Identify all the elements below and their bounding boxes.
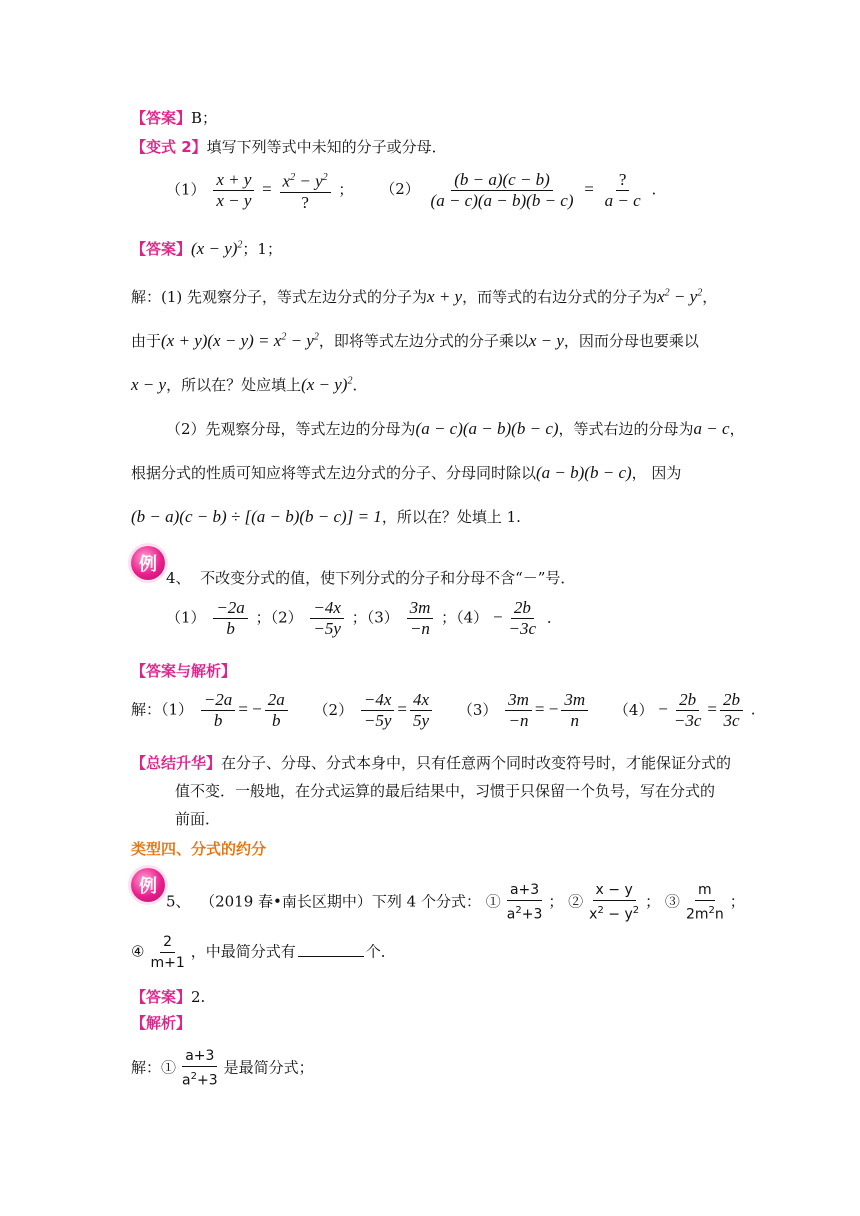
- text: ，而等式的右边分式的分子为: [462, 288, 658, 306]
- fraction: $\frac{m}{2m^2n}$: [685, 882, 724, 923]
- example-number: 5、: [166, 892, 191, 911]
- text: （2）: [313, 700, 354, 719]
- answer-tag: 【答案】: [131, 240, 192, 258]
- text: ， 因为: [631, 464, 682, 482]
- solution-line-3: x − y，所以在？处应填上$(x - y)^2$．: [131, 375, 368, 394]
- text: ，等式右边的分母为: [558, 420, 694, 438]
- fraction: $\frac{x + y}{x - y}$: [213, 170, 254, 211]
- example-badge: 例: [131, 546, 165, 580]
- circled-1: ①: [485, 892, 501, 911]
- fraction: $\frac{2b}{-3c}$: [508, 598, 537, 638]
- summary-line-2: 值不变．一般地，在分式运算的最后结果中，习惯于只保留一个负号，写在分式的: [175, 782, 716, 800]
- text: ，所以在？处应填上: [166, 376, 302, 394]
- summary-line-3: 前面．: [175, 810, 221, 828]
- example-text: 不改变分式的值，使下列分式的分子和分母不含“－”号．: [200, 569, 576, 587]
- answer-value: ；1；: [242, 240, 282, 258]
- text: （4）: [613, 700, 654, 719]
- circled-3: ③: [664, 892, 680, 911]
- variant-2-formulas: （1） $\frac{x + y}{x - y}$ = $\frac{x^2 - y^2}{?}$ ； （2） $\frac{(b - a)(c - b)}{(a - c)(a - b)(b - c)}$ = $\frac{?}{a - c}$ .: [166, 169, 657, 212]
- example-5-line-1: 5、 （2019 春•南长区期中）下列 4 个分式： ① $\frac{a+3}{a^2+3}$ ； ② $\frac{x - y}{x^2 - y^2}$ ； ③ $\frac{m}{2m^2n}$ ；: [166, 882, 745, 923]
- text: （3）: [457, 700, 498, 719]
- example-4-items: （1） $\frac{-2a}{b}$ ；（2） $\frac{-4x}{-5y}$ ；（3） $\frac{3m}{-n}$ ；（4） − $\frac{2b}{-3c}$ ．: [166, 598, 562, 638]
- fraction: $\frac{-4x}{-5y}$: [361, 690, 395, 731]
- solution-5: [131, 1046, 314, 1091]
- fraction: $\frac{2a}{b}$: [265, 690, 288, 731]
- analysis-tag-line: [131, 1012, 191, 1033]
- circled-2: ②: [568, 892, 584, 911]
- fraction: $\frac{2b}{-3c}$: [673, 690, 702, 730]
- solution-line-2: 由于$(x + y)(x - y) = x^2 - y^2$，即将等式左边分式的分子乘以x − y，因而分母也要乘以: [131, 331, 699, 350]
- analysis-tag: 【解析】: [131, 1014, 192, 1032]
- text: 个．: [365, 942, 396, 961]
- example-5-line-2: ④ $\frac{2}{m+1}$ ，中最简分式有 个．: [131, 934, 396, 971]
- fraction: $\frac{-2a}{b}$: [201, 690, 235, 731]
- answer-line-1: [131, 107, 217, 128]
- answer-value: B；: [191, 109, 218, 127]
- text: ，因而分母也要乘以: [563, 332, 699, 350]
- solution-line-6: (b − a)(c − b) ÷ [(a − b)(b − c)] = 1，所以在？处填上 1.: [131, 507, 521, 526]
- text: 解：: [131, 1058, 162, 1077]
- fraction: $\frac{2b}{3c}$: [720, 690, 743, 731]
- solution-line-5: 根据分式的性质可知应将等式左边分式的分子、分母同时除以(a − b)(b − c)， 因为: [131, 463, 682, 482]
- example-text: （2019 春•南长区期中）下列 4 个分式：: [200, 892, 481, 911]
- variant-prompt: 填写下列等式中未知的分子或分母．: [206, 138, 447, 156]
- item-label: ；（2）: [255, 608, 303, 627]
- example-badge: 例: [131, 868, 165, 902]
- fraction: $\frac{?}{a - c}$: [604, 169, 641, 210]
- fraction: $\frac{2}{m+1}$: [150, 934, 185, 971]
- variant-2-line: [131, 136, 447, 157]
- text: ．: [352, 376, 368, 394]
- answer-line-2: 【答案】$(x - y)^2$；1；: [131, 239, 282, 258]
- variant-tag: 【变式 2】: [131, 138, 207, 156]
- text: 是最简分式；: [223, 1058, 314, 1077]
- answer-value: 2.: [191, 988, 206, 1006]
- answer-analysis-tag: [131, 660, 236, 681]
- text: ，即将等式左边分式的分子乘以: [318, 332, 529, 350]
- solution-4: 解：（1） $\frac{-2a}{b}$ = − $\frac{2a}{b}$ （2） $\frac{-4x}{-5y}$ = $\frac{4x}{5y}$ （3） $\frac{3m}{-n}$ = − $\frac{3m}{n}$ （4） − $\frac{2b}{-3c}$ = $\frac{2b}{3c}$ .: [131, 690, 756, 730]
- item-label: ．: [546, 608, 562, 627]
- solution-line-1: 解：(1) 先观察分子，等式左边分式的分子为x + y，而等式的右边分式的分子为$x^2 - y^2$，: [131, 287, 718, 306]
- circled-1: ①: [161, 1058, 177, 1077]
- item-label: ；（3）: [351, 608, 399, 627]
- answer-tag: 【答案】: [131, 109, 192, 127]
- fraction: $\frac{x - y}{x^2 - y^2}$: [589, 882, 640, 923]
- text: 由于: [131, 332, 162, 350]
- text: 根据分式的性质可知应将等式左边分式的分子、分母同时除以: [131, 464, 537, 482]
- fraction: $\frac{-4x}{-5y}$: [310, 598, 344, 639]
- fraction: $\frac{-2a}{b}$: [213, 598, 247, 639]
- summary-line-1: [131, 752, 731, 773]
- answer-line-5: [131, 986, 205, 1007]
- fraction: $\frac{a+3}{a^2+3}$: [506, 882, 543, 923]
- solution-line-4: （2）先观察分母，等式左边的分母为(a − c)(a − b)(b − c)，等式右边的分母为a − c，: [166, 419, 745, 438]
- text: 中最简分式有: [205, 942, 296, 961]
- fraction: $\frac{(b - a)(c - b)}{(a - c)(a - b)(b - c)}$: [430, 169, 574, 210]
- text: ，所以在？处填上 1.: [381, 508, 521, 526]
- fraction: $\frac{3m}{n}$: [561, 690, 588, 731]
- fraction: $\frac{3m}{-n}$: [505, 690, 532, 731]
- item-label: （2）: [380, 180, 420, 199]
- answer-tag: 【答案】: [131, 988, 192, 1006]
- fraction: $\frac{4x}{5y}$: [410, 690, 432, 731]
- fraction: $\frac{x^2 - y^2}{?}$: [280, 168, 331, 213]
- text: 在分子、分母、分式本身中，只有任意两个同时改变符号时，才能保证分式的: [221, 754, 732, 772]
- text: 解：（1）: [131, 700, 194, 719]
- answer-blank: [298, 942, 364, 957]
- item-label: （1）: [166, 180, 206, 199]
- item-label: （1）: [166, 608, 206, 627]
- fraction: $\frac{3m}{-n}$: [407, 598, 434, 639]
- summary-tag: 【总结升华】: [131, 754, 222, 772]
- example-4-prompt: [166, 567, 575, 588]
- tag: 【答案与解析】: [131, 662, 237, 680]
- fraction: $\frac{a+3}{a^2+3}$: [182, 1048, 218, 1089]
- text: 解：(1) 先观察分子，等式左边分式的分子为: [131, 288, 428, 306]
- circled-4: ④: [131, 942, 145, 961]
- text: （2）先观察分母，等式左边的分母为: [166, 420, 416, 438]
- section-title: 类型四、分式的约分: [131, 840, 267, 858]
- example-number: 4、: [166, 569, 191, 587]
- item-label: ；（4）: [441, 608, 489, 627]
